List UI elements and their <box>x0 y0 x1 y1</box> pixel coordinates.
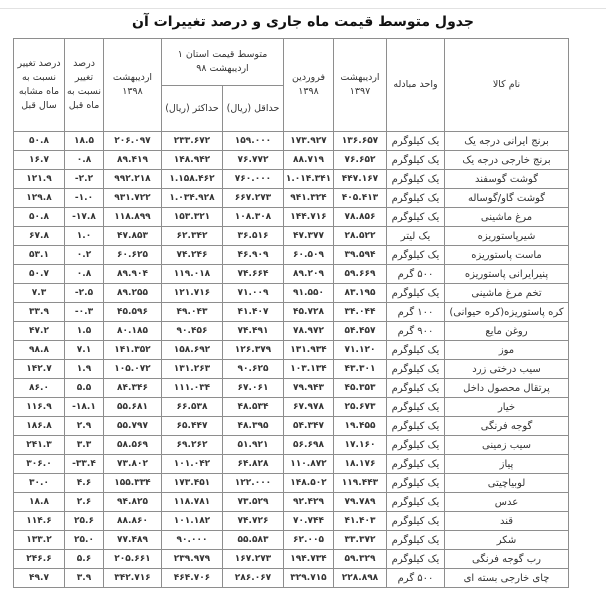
cell-pct-year: ۲۴۶.۶ <box>14 550 65 569</box>
cell-ord97: ۴۵.۳۵۳ <box>334 379 387 398</box>
cell-ord98: ۱۴۱.۳۵۲ <box>104 341 162 360</box>
cell-pct-month: ۲.۵- <box>65 284 104 303</box>
cell-unit: یک کیلوگرم <box>387 398 445 417</box>
cell-max: ۱۰۱.۰۴۲ <box>162 455 223 474</box>
table-row <box>14 360 569 379</box>
cell-far98: ۶۷.۹۷۸ <box>284 398 334 417</box>
cell-min: ۷۶۰.۰۰۰ <box>223 170 284 189</box>
cell-far98: ۱۴۴.۷۱۶ <box>284 208 334 227</box>
cell-pct-month: ۵.۶ <box>65 550 104 569</box>
cell-unit: یک کیلوگرم <box>387 550 445 569</box>
table-row <box>14 189 569 208</box>
cell-far98: ۳۲۹.۷۱۵ <box>284 569 334 588</box>
cell-max: ۶۶.۵۳۸ <box>162 398 223 417</box>
cell-ord97: ۴۴۷.۱۶۷ <box>334 170 387 189</box>
cell-name: چای خارجی بسته ای <box>445 569 569 588</box>
cell-far98: ۶۲.۰۰۵ <box>284 531 334 550</box>
cell-max: ۱۵۳.۳۲۱ <box>162 208 223 227</box>
cell-far98: ۵۴.۳۴۷ <box>284 417 334 436</box>
cell-max: ۹۰.۰۰۰ <box>162 531 223 550</box>
cell-name: گوجه فرنگی <box>445 417 569 436</box>
cell-far98: ۹۴۱.۳۲۴ <box>284 189 334 208</box>
table-row <box>14 170 569 189</box>
cell-ord98: ۷۳.۸۰۲ <box>104 455 162 474</box>
cell-ord97: ۲۲۸.۸۹۸ <box>334 569 387 588</box>
cell-pct-year: ۱۴۲.۷ <box>14 360 65 379</box>
cell-ord98: ۸۸.۸۶۰ <box>104 512 162 531</box>
cell-unit: یک کیلوگرم <box>387 455 445 474</box>
cell-pct-month: ۵.۵ <box>65 379 104 398</box>
cell-far98: ۶۰.۵۰۹ <box>284 246 334 265</box>
cell-pct-month: ۰.۲ <box>65 246 104 265</box>
cell-unit: یک لیتر <box>387 227 445 246</box>
cell-pct-year: ۵۳.۱ <box>14 246 65 265</box>
cell-unit: ۵۰۰ گرم <box>387 265 445 284</box>
cell-name: رب گوجه فرنگی <box>445 550 569 569</box>
cell-name: خیار <box>445 398 569 417</box>
table-row <box>14 379 569 398</box>
cell-name: شکر <box>445 531 569 550</box>
cell-unit: یک کیلوگرم <box>387 151 445 170</box>
cell-min: ۱۲۲.۰۰۰ <box>223 474 284 493</box>
cell-pct-year: ۵۰.۷ <box>14 265 65 284</box>
cell-pct-year: ۹۸.۸ <box>14 341 65 360</box>
cell-ord97: ۱۳۶.۶۵۷ <box>334 132 387 151</box>
cell-pct-month: ۱.۵ <box>65 322 104 341</box>
cell-pct-year: ۱۸.۸ <box>14 493 65 512</box>
cell-ord97: ۴۱.۴۰۳ <box>334 512 387 531</box>
cell-unit: یک کیلوگرم <box>387 189 445 208</box>
cell-max: ۱۱۹.۰۱۸ <box>162 265 223 284</box>
cell-ord98: ۱۵۵.۳۳۴ <box>104 474 162 493</box>
cell-pct-month: ۱۸.۱- <box>65 398 104 417</box>
cell-ord98: ۳۴۲.۷۱۶ <box>104 569 162 588</box>
cell-pct-month: ۰.۸ <box>65 151 104 170</box>
cell-unit: یک کیلوگرم <box>387 493 445 512</box>
cell-far98: ۱۹۴.۷۳۴ <box>284 550 334 569</box>
cell-max: ۱۲۱.۷۱۶ <box>162 284 223 303</box>
header-far98: فروردین ۱۳۹۸ <box>284 39 334 132</box>
cell-far98: ۹۲.۴۲۹ <box>284 493 334 512</box>
cell-unit: ۵۰۰ گرم <box>387 569 445 588</box>
cell-max: ۲۳۳.۶۷۲ <box>162 132 223 151</box>
cell-ord98: ۵۸.۵۶۹ <box>104 436 162 455</box>
header-ord98: اردیبهشت ۱۳۹۸ <box>104 39 162 132</box>
cell-ord97: ۲۵.۶۷۳ <box>334 398 387 417</box>
cell-ord98: ۹۴.۸۲۵ <box>104 493 162 512</box>
cell-ord98: ۸۹.۲۵۵ <box>104 284 162 303</box>
cell-ord97: ۵۹.۶۶۹ <box>334 265 387 284</box>
cell-pct-year: ۳۳.۹ <box>14 303 65 322</box>
cell-unit: یک کیلوگرم <box>387 246 445 265</box>
cell-max: ۱۴۸.۹۴۲ <box>162 151 223 170</box>
cell-max: ۱۱۸.۷۸۱ <box>162 493 223 512</box>
cell-unit: یک کیلوگرم <box>387 170 445 189</box>
cell-far98: ۱۰۳.۱۳۴ <box>284 360 334 379</box>
cell-max: ۴۶۴.۷۰۶ <box>162 569 223 588</box>
cell-pct-year: ۵۰.۸ <box>14 132 65 151</box>
cell-name: کره پاستوریزه(کره حیوانی) <box>445 303 569 322</box>
cell-min: ۷۴.۴۹۱ <box>223 322 284 341</box>
cell-far98: ۱۱۰.۸۷۲ <box>284 455 334 474</box>
cell-name: روغن مایع <box>445 322 569 341</box>
cell-min: ۶۷.۰۶۱ <box>223 379 284 398</box>
table-row <box>14 322 569 341</box>
table-row <box>14 550 569 569</box>
table-row <box>14 512 569 531</box>
table-row <box>14 493 569 512</box>
cell-ord97: ۴۳.۳۰۱ <box>334 360 387 379</box>
cell-pct-month: ۷.۱ <box>65 341 104 360</box>
cell-ord98: ۹۳۱.۷۲۲ <box>104 189 162 208</box>
cell-pct-year: ۴۷.۲ <box>14 322 65 341</box>
cell-unit: ۹۰۰ گرم <box>387 322 445 341</box>
page-title: جدول متوسط قیمت ماه جاری و درصد تغییرات آن <box>132 14 474 30</box>
cell-far98: ۹۱.۵۵۰ <box>284 284 334 303</box>
cell-min: ۱۵۹.۰۰۰ <box>223 132 284 151</box>
cell-unit: یک کیلوگرم <box>387 208 445 227</box>
cell-unit: یک کیلوگرم <box>387 132 445 151</box>
cell-pct-year: ۴۹.۷ <box>14 569 65 588</box>
cell-ord97: ۵۹.۳۲۹ <box>334 550 387 569</box>
cell-ord98: ۱۱۸.۸۹۹ <box>104 208 162 227</box>
table-row <box>14 284 569 303</box>
cell-name: برنج خارجی درجه یک <box>445 151 569 170</box>
cell-ord98: ۸۹.۹۰۴ <box>104 265 162 284</box>
cell-pct-month: ۲۵.۰ <box>65 531 104 550</box>
cell-unit: یک کیلوگرم <box>387 474 445 493</box>
cell-name: مرغ ماشینی <box>445 208 569 227</box>
cell-pct-month: ۱.۰ <box>65 227 104 246</box>
cell-min: ۵۵.۵۸۳ <box>223 531 284 550</box>
cell-min: ۱۰۸.۳۰۸ <box>223 208 284 227</box>
cell-min: ۴۸.۳۹۵ <box>223 417 284 436</box>
header-max: حداکثر (ریال) <box>162 86 223 132</box>
header-unit: واحد مبادله <box>387 39 445 132</box>
cell-name: تخم مرغ ماشینی <box>445 284 569 303</box>
cell-ord98: ۲۰۵.۶۶۱ <box>104 550 162 569</box>
cell-pct-year: ۱۱۴.۶ <box>14 512 65 531</box>
cell-name: پرتقال محصول داخل <box>445 379 569 398</box>
cell-ord97: ۱۱۹.۴۴۳ <box>334 474 387 493</box>
cell-min: ۴۱.۴۰۷ <box>223 303 284 322</box>
cell-unit: یک کیلوگرم <box>387 360 445 379</box>
table-row <box>14 151 569 170</box>
cell-max: ۱۵۸.۶۹۲ <box>162 341 223 360</box>
cell-pct-year: ۲۴۱.۳ <box>14 436 65 455</box>
cell-unit: یک کیلوگرم <box>387 436 445 455</box>
cell-ord98: ۸۹.۴۱۹ <box>104 151 162 170</box>
cell-far98: ۱.۰۱۴.۳۴۱ <box>284 170 334 189</box>
cell-far98: ۱۳۱.۹۳۴ <box>284 341 334 360</box>
header-pct-year: درصد تغییر نسبت به ماه مشابه سال قبل <box>14 39 65 132</box>
cell-ord97: ۵۴.۴۵۷ <box>334 322 387 341</box>
cell-name: گوشت گوسفند <box>445 170 569 189</box>
cell-far98: ۷۰.۷۴۴ <box>284 512 334 531</box>
cell-max: ۲۳۹.۹۷۹ <box>162 550 223 569</box>
cell-ord98: ۵۵.۷۹۷ <box>104 417 162 436</box>
cell-far98: ۱۷۳.۹۲۷ <box>284 132 334 151</box>
cell-min: ۷۴.۷۲۶ <box>223 512 284 531</box>
cell-min: ۹۰.۶۲۵ <box>223 360 284 379</box>
table-row <box>14 303 569 322</box>
cell-pct-year: ۳۰۶.۰ <box>14 455 65 474</box>
cell-min: ۴۸.۵۳۴ <box>223 398 284 417</box>
cell-ord98: ۸۴.۳۴۶ <box>104 379 162 398</box>
table-row <box>14 531 569 550</box>
cell-name: قند <box>445 512 569 531</box>
cell-unit: یک کیلوگرم <box>387 341 445 360</box>
cell-ord97: ۸۳.۱۹۵ <box>334 284 387 303</box>
cell-pct-year: ۱۳۳.۲ <box>14 531 65 550</box>
cell-min: ۶۶۷.۲۷۳ <box>223 189 284 208</box>
cell-min: ۶۴.۸۲۸ <box>223 455 284 474</box>
cell-name: شیرپاستوریزه <box>445 227 569 246</box>
cell-pct-month: ۱.۹ <box>65 360 104 379</box>
cell-min: ۷۶.۷۷۲ <box>223 151 284 170</box>
cell-pct-month: ۴.۶ <box>65 474 104 493</box>
cell-pct-month: ۲.۹ <box>65 417 104 436</box>
table-row <box>14 265 569 284</box>
cell-far98: ۸۸.۷۱۹ <box>284 151 334 170</box>
header-province-group: متوسط قیمت استان ۱ اردیبهشت ۹۸ <box>162 39 284 86</box>
cell-pct-year: ۱۶.۷ <box>14 151 65 170</box>
price-table <box>13 38 569 588</box>
cell-pct-month: ۲۵.۶ <box>65 512 104 531</box>
table-row <box>14 436 569 455</box>
cell-ord97: ۷۸.۸۵۶ <box>334 208 387 227</box>
header-min: حداقل (ریال) <box>223 86 284 132</box>
cell-pct-year: ۸۶.۰ <box>14 379 65 398</box>
cell-max: ۶۵.۴۴۷ <box>162 417 223 436</box>
cell-pct-year: ۱۸۶.۸ <box>14 417 65 436</box>
table-row <box>14 398 569 417</box>
cell-far98: ۷۸.۹۷۲ <box>284 322 334 341</box>
cell-ord98: ۴۷.۸۵۳ <box>104 227 162 246</box>
header-name: نام کالا <box>445 39 569 132</box>
cell-pct-month: ۲.۶ <box>65 493 104 512</box>
cell-pct-month: ۰.۸ <box>65 265 104 284</box>
cell-pct-year: ۳۰.۰ <box>14 474 65 493</box>
cell-min: ۷۳.۵۲۹ <box>223 493 284 512</box>
table-row <box>14 474 569 493</box>
cell-pct-year: ۵۰.۸ <box>14 208 65 227</box>
cell-unit: یک کیلوگرم <box>387 379 445 398</box>
cell-ord98: ۲۰۶.۰۹۷ <box>104 132 162 151</box>
cell-ord98: ۵۵.۶۸۱ <box>104 398 162 417</box>
cell-unit: یک کیلوگرم <box>387 417 445 436</box>
cell-far98: ۵۶.۶۹۸ <box>284 436 334 455</box>
cell-pct-year: ۷.۳ <box>14 284 65 303</box>
cell-ord98: ۴۵.۵۹۶ <box>104 303 162 322</box>
cell-ord98: ۶۰.۶۲۵ <box>104 246 162 265</box>
cell-far98: ۴۵.۷۲۸ <box>284 303 334 322</box>
cell-name: عدس <box>445 493 569 512</box>
cell-pct-year: ۱۲۱.۹ <box>14 170 65 189</box>
cell-name: گوشت گاو/گوساله <box>445 189 569 208</box>
cell-pct-month: ۲.۲- <box>65 170 104 189</box>
cell-ord97: ۷۶.۶۵۲ <box>334 151 387 170</box>
cell-pct-month: ۳.۹ <box>65 569 104 588</box>
cell-name: برنج ایرانی درجه یک <box>445 132 569 151</box>
cell-max: ۱۰۱.۱۸۲ <box>162 512 223 531</box>
cell-min: ۷۱.۰۰۹ <box>223 284 284 303</box>
cell-max: ۱۳۱.۲۶۳ <box>162 360 223 379</box>
cell-ord97: ۷۱.۱۲۰ <box>334 341 387 360</box>
cell-far98: ۱۴۸.۵۰۲ <box>284 474 334 493</box>
cell-max: ۶۹.۲۶۲ <box>162 436 223 455</box>
cell-pct-month: ۳۳.۴- <box>65 455 104 474</box>
table-row <box>14 227 569 246</box>
cell-min: ۴۶.۹۰۹ <box>223 246 284 265</box>
cell-ord98: ۱۰۵.۰۷۲ <box>104 360 162 379</box>
cell-unit: ۱۰۰ گرم <box>387 303 445 322</box>
cell-max: ۱۷۳.۴۵۱ <box>162 474 223 493</box>
cell-name: پیاز <box>445 455 569 474</box>
cell-ord97: ۳۴.۰۴۴ <box>334 303 387 322</box>
cell-unit: یک کیلوگرم <box>387 531 445 550</box>
cell-ord97: ۱۹.۴۵۵ <box>334 417 387 436</box>
cell-name: سیب زمینی <box>445 436 569 455</box>
cell-min: ۲۸۶.۰۶۷ <box>223 569 284 588</box>
cell-pct-year: ۶۷.۸ <box>14 227 65 246</box>
cell-pct-month: ۳.۳ <box>65 436 104 455</box>
cell-ord97: ۳۳.۳۷۲ <box>334 531 387 550</box>
cell-name: لوبیاچیتی <box>445 474 569 493</box>
cell-min: ۷۴.۶۶۴ <box>223 265 284 284</box>
cell-ord98: ۷۷.۴۸۹ <box>104 531 162 550</box>
cell-ord97: ۴۰۵.۴۱۳ <box>334 189 387 208</box>
cell-min: ۵۱.۹۲۱ <box>223 436 284 455</box>
table-row <box>14 246 569 265</box>
cell-max: ۱۱۱.۰۳۴ <box>162 379 223 398</box>
cell-ord97: ۷۹.۷۸۹ <box>334 493 387 512</box>
table-row <box>14 417 569 436</box>
cell-min: ۳۶.۵۱۶ <box>223 227 284 246</box>
cell-max: ۷۴.۲۴۶ <box>162 246 223 265</box>
cell-far98: ۴۷.۳۷۷ <box>284 227 334 246</box>
cell-name: پنیرایرانی پاستوریزه <box>445 265 569 284</box>
cell-min: ۱۲۶.۳۷۹ <box>223 341 284 360</box>
cell-max: ۶۲.۳۴۲ <box>162 227 223 246</box>
table-row <box>14 132 569 151</box>
table-row <box>14 208 569 227</box>
cell-ord97: ۱۸.۱۷۶ <box>334 455 387 474</box>
header-pct-month: درصد تغییر نسبت به ماه قبل <box>65 39 104 132</box>
cell-name: موز <box>445 341 569 360</box>
cell-name: ماست پاستوریزه <box>445 246 569 265</box>
cell-pct-month: ۰.۳- <box>65 303 104 322</box>
cell-unit: یک کیلوگرم <box>387 284 445 303</box>
header-ord97: اردیبهشت ۱۳۹۷ <box>334 39 387 132</box>
cell-max: ۴۹.۰۴۳ <box>162 303 223 322</box>
top-separator <box>0 8 606 9</box>
cell-ord97: ۳۹.۵۹۴ <box>334 246 387 265</box>
table-row <box>14 569 569 588</box>
cell-pct-year: ۱۲۹.۸ <box>14 189 65 208</box>
table-row <box>14 341 569 360</box>
cell-ord97: ۱۷.۱۶۰ <box>334 436 387 455</box>
cell-min: ۱۶۷.۲۷۳ <box>223 550 284 569</box>
cell-max: ۹۰.۴۵۶ <box>162 322 223 341</box>
cell-unit: یک کیلوگرم <box>387 512 445 531</box>
cell-far98: ۷۹.۹۴۳ <box>284 379 334 398</box>
cell-pct-month: ۱۷.۸- <box>65 208 104 227</box>
cell-ord98: ۸۰.۱۸۵ <box>104 322 162 341</box>
cell-name: سیب درختی زرد <box>445 360 569 379</box>
cell-ord98: ۹۹۲.۲۱۸ <box>104 170 162 189</box>
cell-ord97: ۲۸.۵۲۲ <box>334 227 387 246</box>
cell-pct-year: ۱۱۶.۹ <box>14 398 65 417</box>
cell-far98: ۸۹.۲۰۹ <box>284 265 334 284</box>
cell-max: ۱.۰۳۴.۹۲۸ <box>162 189 223 208</box>
cell-max: ۱.۱۵۸.۴۶۲ <box>162 170 223 189</box>
cell-pct-month: ۱.۰- <box>65 189 104 208</box>
table-row <box>14 455 569 474</box>
cell-pct-month: ۱۸.۵ <box>65 132 104 151</box>
